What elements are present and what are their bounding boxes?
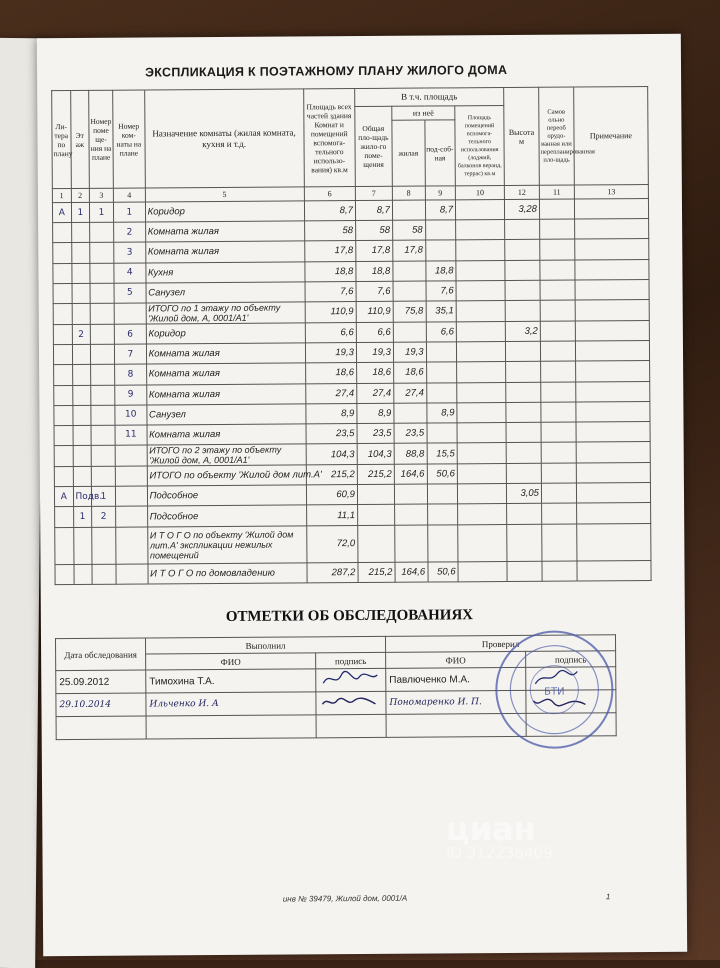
cell-floor bbox=[71, 223, 90, 243]
cell-total-area: 215,2 bbox=[306, 465, 357, 486]
cell-room-number bbox=[115, 445, 147, 466]
cell-total-area: 8,7 bbox=[304, 201, 355, 222]
cell-auxiliary-area bbox=[456, 342, 505, 363]
cell-room-number: 4 bbox=[114, 263, 146, 283]
cell-living-area bbox=[395, 525, 428, 562]
cell-premise-number: 2 bbox=[92, 507, 116, 527]
insp-header-performed: Выполнил bbox=[145, 636, 385, 654]
cell-empty bbox=[575, 239, 649, 260]
cell-living-area bbox=[394, 484, 427, 504]
header-height: Высота м bbox=[504, 87, 540, 185]
cell-auxiliary-area bbox=[457, 362, 506, 383]
cell-room-number bbox=[116, 506, 148, 526]
cell-utility-area bbox=[427, 423, 458, 443]
cell-empty bbox=[541, 402, 576, 422]
cell-room-number bbox=[115, 486, 147, 506]
header-utility: под-соб-ная bbox=[424, 120, 455, 186]
column-number: 11 bbox=[539, 185, 574, 199]
cell-room-name: Комната жилая bbox=[146, 363, 305, 384]
insp-header-fio-2: ФИО bbox=[386, 651, 526, 668]
cell-auxiliary-area bbox=[456, 240, 505, 261]
cell-utility-area bbox=[425, 240, 456, 260]
cell-utility-area: 50,6 bbox=[428, 561, 459, 581]
cell-empty bbox=[575, 320, 649, 341]
cell-empty bbox=[576, 463, 650, 484]
cell-empty bbox=[576, 503, 650, 524]
cell-living-area: 27,4 bbox=[394, 383, 427, 403]
column-number: 10 bbox=[455, 185, 504, 199]
cell-premise-number bbox=[90, 344, 114, 364]
cell-living-area: 75,8 bbox=[393, 301, 426, 322]
column-number: 1 bbox=[52, 189, 71, 203]
footer-inventory: инв № 39479, Жилой дом, 0001/А bbox=[282, 893, 408, 904]
column-number: 3 bbox=[89, 188, 113, 202]
header-note: Примечание bbox=[573, 86, 648, 185]
cell-premise-number bbox=[91, 405, 115, 425]
cell-height bbox=[506, 341, 541, 361]
cell-floor bbox=[71, 263, 90, 283]
cell-empty bbox=[540, 280, 575, 300]
cell-premise-number bbox=[92, 564, 116, 584]
cell-premise-number bbox=[91, 385, 115, 405]
cell-total-area: 23,5 bbox=[306, 423, 357, 444]
cell-room-name: Комната жилая bbox=[146, 343, 305, 364]
cell-room-number: 3 bbox=[114, 242, 146, 262]
header-floor: Эт аж bbox=[70, 90, 89, 188]
cell-height: 3,28 bbox=[505, 199, 540, 219]
cell-premise-number bbox=[90, 222, 114, 242]
cell-height bbox=[505, 300, 540, 321]
cell-room-name: Коридор bbox=[145, 201, 304, 222]
cell-living-area bbox=[394, 403, 427, 423]
column-number: 13 bbox=[574, 184, 648, 199]
cell-total-area: 18,6 bbox=[305, 363, 356, 384]
cell-utility-area bbox=[426, 382, 457, 402]
cell-auxiliary-area bbox=[456, 300, 505, 321]
header-general-area: Общая пло-щадь жило-го поме-щения bbox=[355, 106, 393, 186]
cell-room-name: Комната жилая bbox=[145, 221, 304, 242]
cell-general-area: 110,9 bbox=[356, 301, 393, 322]
cell-empty bbox=[576, 421, 650, 442]
cell-room-number bbox=[115, 466, 147, 486]
cell-total-area: 17,8 bbox=[304, 241, 355, 262]
cell-premise-number bbox=[91, 466, 115, 486]
cell-empty bbox=[577, 523, 651, 561]
cell-utility-area: 35,1 bbox=[426, 301, 457, 322]
cell-litera bbox=[55, 507, 74, 527]
inspection-date: 25.09.2012 bbox=[56, 670, 146, 694]
cell-litera bbox=[55, 527, 74, 564]
cell-auxiliary-area bbox=[456, 321, 505, 342]
cell-empty bbox=[574, 198, 648, 219]
cell-living-area: 23,5 bbox=[394, 423, 427, 443]
header-area-group: В т.ч. площадь bbox=[355, 88, 504, 107]
cell-premise-number bbox=[91, 445, 115, 466]
cell-utility-area: 6,6 bbox=[426, 322, 457, 342]
cell-room-name: ИТОГО по 2 этажу по объекту 'Жилой дом, А, 0001/А1' bbox=[147, 444, 306, 466]
cell-litera bbox=[55, 564, 74, 584]
cell-room-name: Комната жилая bbox=[147, 424, 306, 445]
cell-living-area bbox=[393, 281, 426, 301]
cell-height: 3,2 bbox=[505, 321, 540, 341]
cell-general-area bbox=[358, 525, 395, 562]
cell-floor: 1 bbox=[71, 202, 90, 222]
cell-empty bbox=[575, 279, 649, 300]
cell-height: 3,05 bbox=[507, 483, 542, 503]
cell-empty bbox=[540, 321, 575, 341]
cell-empty bbox=[540, 239, 575, 259]
cell-premise-number bbox=[90, 303, 114, 324]
cell-general-area: 215,2 bbox=[357, 464, 394, 484]
cell-premise-number bbox=[91, 365, 115, 385]
cell-general-area: 215,2 bbox=[358, 562, 395, 582]
cell-room-name: Комната жилая bbox=[146, 383, 305, 404]
column-number: 8 bbox=[392, 186, 425, 200]
cell-total-area: 7,6 bbox=[305, 281, 356, 302]
cell-height bbox=[505, 280, 540, 300]
cell-empty bbox=[575, 299, 649, 321]
cell-living-area: 88,8 bbox=[394, 443, 427, 464]
cell-empty bbox=[574, 219, 648, 240]
cell-general-area: 18,6 bbox=[356, 363, 393, 383]
cell-auxiliary-area bbox=[457, 382, 506, 403]
cell-height bbox=[506, 422, 541, 442]
cell-litera: А bbox=[52, 203, 71, 223]
cell-room-name: Комната жилая bbox=[145, 241, 304, 262]
cell-room-number: 9 bbox=[115, 385, 147, 405]
cell-height bbox=[507, 561, 542, 581]
cell-height bbox=[506, 463, 541, 483]
cell-total-area: 58 bbox=[304, 221, 355, 242]
cell-litera bbox=[54, 365, 73, 385]
signature-3-icon bbox=[319, 692, 379, 712]
insp-header-sign-2: подпись bbox=[526, 651, 616, 668]
cell-utility-area bbox=[427, 484, 458, 504]
table-row bbox=[55, 523, 651, 564]
cell-total-area: 60,9 bbox=[306, 485, 357, 506]
cell-litera bbox=[54, 467, 73, 487]
inspection-performer: Тимохина Т.А. bbox=[146, 669, 316, 693]
cell-height bbox=[506, 402, 541, 422]
cell-empty bbox=[576, 483, 650, 504]
round-seal-stamp bbox=[479, 624, 630, 755]
cell-empty bbox=[541, 422, 576, 442]
header-unauthorized-area: Самов ольно переоб орудо-ванная или перепланированная пло-щадь bbox=[539, 87, 575, 185]
cell-utility-area bbox=[427, 524, 458, 561]
cell-auxiliary-area bbox=[456, 199, 505, 220]
cell-general-area bbox=[357, 505, 394, 525]
cell-utility-area: 50,6 bbox=[427, 464, 458, 484]
watermark-id: ID 312236409 bbox=[446, 844, 553, 862]
table-row bbox=[55, 560, 651, 584]
cell-general-area: 7,6 bbox=[356, 281, 393, 301]
inspection-date: 29.10.2014 bbox=[56, 693, 146, 717]
cell-floor: 1 bbox=[73, 507, 92, 527]
cell-room-number bbox=[116, 527, 148, 564]
cell-general-area: 8,9 bbox=[357, 403, 394, 423]
column-number: 12 bbox=[504, 185, 539, 199]
cell-room-number bbox=[114, 303, 146, 324]
cell-total-area: 287,2 bbox=[307, 562, 358, 583]
cell-utility-area: 15,5 bbox=[427, 443, 458, 464]
cell-litera bbox=[53, 283, 72, 303]
cell-empty bbox=[541, 483, 576, 503]
cell-floor: Подв. bbox=[73, 487, 92, 507]
cell-living-area bbox=[394, 504, 427, 524]
cell-total-area: 104,3 bbox=[306, 444, 357, 465]
cell-auxiliary-area bbox=[456, 260, 505, 281]
header-of-which: из неё bbox=[392, 106, 455, 120]
inspection-checker: Пономаренко И. П. bbox=[386, 690, 526, 714]
cell-floor bbox=[73, 445, 92, 466]
cell-auxiliary-area bbox=[456, 220, 505, 241]
cell-empty bbox=[541, 442, 576, 463]
cell-premise-number bbox=[90, 243, 114, 263]
signature-cell bbox=[316, 691, 386, 714]
cell-litera bbox=[54, 446, 73, 467]
inspection-checker: Павлюченко М.А. bbox=[386, 667, 526, 691]
cell-floor: 2 bbox=[72, 324, 91, 344]
header-litera: Ли-тера по плану bbox=[52, 91, 71, 189]
cell-height bbox=[505, 240, 540, 260]
column-number: 4 bbox=[113, 188, 145, 202]
cell-utility-area bbox=[425, 220, 456, 240]
cell-room-number: 8 bbox=[115, 364, 147, 384]
cell-room-number: 10 bbox=[115, 405, 147, 425]
cell-utility-area bbox=[426, 362, 457, 382]
insp-header-fio-1: ФИО bbox=[146, 653, 316, 670]
explication-body bbox=[52, 198, 651, 584]
cell-room-name: ИТОГО по 1 этажу по объекту 'Жилой дом, А, 0001/А1' bbox=[146, 302, 305, 324]
cell-floor bbox=[72, 365, 91, 385]
cell-empty bbox=[575, 259, 649, 280]
watermark bbox=[446, 810, 553, 862]
cell-height bbox=[505, 260, 540, 280]
signature-cell bbox=[316, 668, 386, 691]
cell-total-area: 110,9 bbox=[305, 301, 356, 322]
cell-empty bbox=[541, 361, 576, 381]
cell-floor bbox=[72, 303, 91, 324]
cell-floor bbox=[72, 345, 91, 365]
cell-litera bbox=[53, 243, 72, 263]
header-auxiliary-area: Площадь помещений вспомога-тельного использования (лоджий, балконов веранд, террас) кв.м bbox=[455, 106, 505, 186]
cell-room-number: 7 bbox=[114, 344, 146, 364]
inspection-performer: Ильченко И. А bbox=[146, 692, 316, 716]
cell-living-area: 164,6 bbox=[395, 562, 428, 582]
cell-litera bbox=[53, 324, 72, 344]
cell-general-area: 6,6 bbox=[356, 322, 393, 342]
cell-height bbox=[506, 362, 541, 382]
cell-general-area: 18,8 bbox=[356, 261, 393, 281]
watermark-logo: циан bbox=[446, 810, 536, 848]
cell-floor bbox=[72, 283, 91, 303]
cell-general-area: 58 bbox=[355, 220, 392, 240]
cell-general-area: 19,3 bbox=[356, 342, 393, 362]
cell-empty bbox=[575, 361, 649, 382]
cell-litera bbox=[53, 345, 72, 365]
header-room-number: Номер ком-наты на плане bbox=[113, 90, 145, 188]
document-title: ЭКСПЛИКАЦИЯ К ПОЭТАЖНОМУ ПЛАНУ ЖИЛОГО ДОМА bbox=[144, 62, 508, 80]
cell-general-area: 27,4 bbox=[357, 383, 394, 403]
cell-living-area bbox=[393, 261, 426, 281]
cell-height bbox=[506, 442, 541, 463]
insp-header-checked: Проверил bbox=[385, 635, 615, 653]
cell-total-area: 27,4 bbox=[305, 383, 356, 404]
column-number: 7 bbox=[355, 186, 392, 200]
cell-room-name: Санузел bbox=[146, 282, 305, 303]
inspections-title: ОТМЕТКИ ОБ ОБСЛЕДОВАНИЯХ bbox=[225, 607, 474, 625]
cell-litera bbox=[53, 263, 72, 283]
cell-room-number: 5 bbox=[114, 283, 146, 303]
cell-empty bbox=[540, 219, 575, 239]
cell-floor bbox=[73, 564, 92, 584]
cell-height bbox=[507, 504, 542, 524]
page-number: 1 bbox=[605, 892, 611, 902]
cell-litera: А bbox=[54, 487, 73, 507]
cell-empty bbox=[576, 442, 650, 464]
cell-empty bbox=[575, 341, 649, 362]
cell-empty bbox=[576, 401, 650, 422]
cell-premise-number bbox=[90, 324, 114, 344]
cell-total-area: 8,9 bbox=[306, 403, 357, 424]
cell-height bbox=[507, 524, 542, 561]
column-number: 6 bbox=[304, 187, 355, 201]
cell-utility-area: 18,8 bbox=[425, 260, 456, 280]
header-total-area: Площадь всех частей здания Комнат и помещений вспомога-тельного использо-вания) кв.м bbox=[303, 89, 355, 187]
cell-floor bbox=[71, 243, 90, 263]
cell-floor bbox=[73, 466, 92, 486]
cell-living-area: 18,6 bbox=[393, 362, 426, 382]
cell-auxiliary-area bbox=[456, 280, 505, 301]
cell-auxiliary-area bbox=[458, 561, 507, 582]
cell-general-area: 104,3 bbox=[357, 443, 394, 464]
cell-general-area bbox=[357, 485, 394, 505]
explication-table bbox=[51, 86, 651, 585]
cell-room-name: И Т О Г О по домовладению bbox=[148, 563, 307, 584]
cell-general-area: 17,8 bbox=[356, 241, 393, 261]
cell-total-area: 19,3 bbox=[305, 343, 356, 364]
cell-empty bbox=[541, 463, 576, 483]
cell-premise-number bbox=[91, 425, 115, 445]
cell-empty bbox=[540, 300, 575, 321]
cell-utility-area: 8,7 bbox=[425, 200, 456, 220]
insp-header-date: Дата обследования bbox=[55, 638, 145, 671]
cell-empty bbox=[540, 260, 575, 280]
header-room-purpose: Назначение комнаты (жилая комната, кухня и т.д. bbox=[144, 89, 304, 188]
cell-room-name: ИТОГО по объекту 'Жилой дом лит.А' bbox=[147, 465, 306, 486]
cell-empty bbox=[542, 524, 577, 561]
cell-litera bbox=[54, 405, 73, 425]
cell-premise-number bbox=[92, 527, 116, 564]
cell-utility-area bbox=[427, 504, 458, 524]
cell-auxiliary-area bbox=[457, 484, 506, 505]
cell-floor bbox=[73, 527, 92, 564]
cell-living-area: 17,8 bbox=[393, 240, 426, 260]
cell-empty bbox=[576, 381, 650, 402]
cell-auxiliary-area bbox=[458, 504, 507, 525]
header-living: жилая bbox=[392, 120, 425, 186]
cell-empty bbox=[577, 560, 651, 581]
cell-floor bbox=[72, 385, 91, 405]
cell-room-name: И Т О Г О по объекту 'Жилой дом лит.А' экспликации нежилых помещений bbox=[147, 526, 306, 564]
cell-living-area: 164,6 bbox=[394, 464, 427, 484]
cell-floor bbox=[72, 405, 91, 425]
cell-premise-number bbox=[90, 283, 114, 303]
cell-living-area: 58 bbox=[392, 220, 425, 240]
document-sheet bbox=[37, 34, 687, 956]
cell-total-area: 18,8 bbox=[305, 261, 356, 282]
column-number: 2 bbox=[71, 188, 90, 202]
cell-general-area: 23,5 bbox=[357, 423, 394, 443]
cell-general-area: 8,7 bbox=[355, 200, 392, 220]
cell-height bbox=[505, 219, 540, 239]
cell-empty bbox=[539, 199, 574, 219]
signature-1-icon bbox=[319, 669, 379, 689]
cell-empty bbox=[542, 561, 577, 581]
cell-room-number: 2 bbox=[114, 222, 146, 242]
column-number: 9 bbox=[425, 186, 456, 200]
cell-auxiliary-area bbox=[457, 422, 506, 443]
cell-utility-area: 7,6 bbox=[426, 281, 457, 301]
cell-room-name: Кухня bbox=[145, 261, 304, 282]
stamp-label: БТИ bbox=[544, 686, 565, 698]
cell-empty bbox=[542, 503, 577, 523]
cell-empty bbox=[540, 341, 575, 361]
cell-living-area bbox=[393, 322, 426, 342]
cell-room-name: Подсобное bbox=[147, 505, 306, 526]
cell-living-area: 19,3 bbox=[393, 342, 426, 362]
cell-premise-number: 1 bbox=[91, 486, 115, 506]
cell-litera bbox=[53, 223, 72, 243]
cell-room-name: Коридор bbox=[146, 323, 305, 344]
cell-premise-number: 1 bbox=[89, 202, 113, 222]
cell-floor bbox=[73, 425, 92, 445]
cell-total-area: 6,6 bbox=[305, 322, 356, 343]
cell-room-name: Санузел bbox=[146, 404, 305, 425]
cell-utility-area: 8,9 bbox=[426, 403, 457, 423]
cell-premise-number bbox=[90, 263, 114, 283]
cell-room-number: 6 bbox=[114, 324, 146, 344]
cell-total-area: 11,1 bbox=[306, 505, 357, 526]
cell-empty bbox=[541, 382, 576, 402]
cell-room-name: Подсобное bbox=[147, 485, 306, 506]
header-premise-number: Номер поме ще-ния на плане bbox=[89, 90, 114, 188]
cell-litera bbox=[53, 303, 72, 324]
cell-height bbox=[506, 382, 541, 402]
cell-living-area bbox=[392, 200, 425, 220]
cell-auxiliary-area bbox=[457, 464, 506, 485]
cell-total-area: 72,0 bbox=[306, 525, 357, 562]
cell-auxiliary-area bbox=[458, 524, 507, 561]
cell-litera bbox=[54, 425, 73, 445]
cell-room-number: 11 bbox=[115, 425, 147, 445]
cell-auxiliary-area bbox=[457, 443, 506, 464]
insp-header-sign-1: подпись bbox=[316, 652, 386, 668]
cell-room-number: 1 bbox=[113, 202, 145, 222]
cell-utility-area bbox=[426, 342, 457, 362]
cell-auxiliary-area bbox=[457, 402, 506, 423]
column-number: 5 bbox=[145, 187, 304, 202]
cell-litera bbox=[54, 385, 73, 405]
cell-room-number bbox=[116, 564, 148, 584]
